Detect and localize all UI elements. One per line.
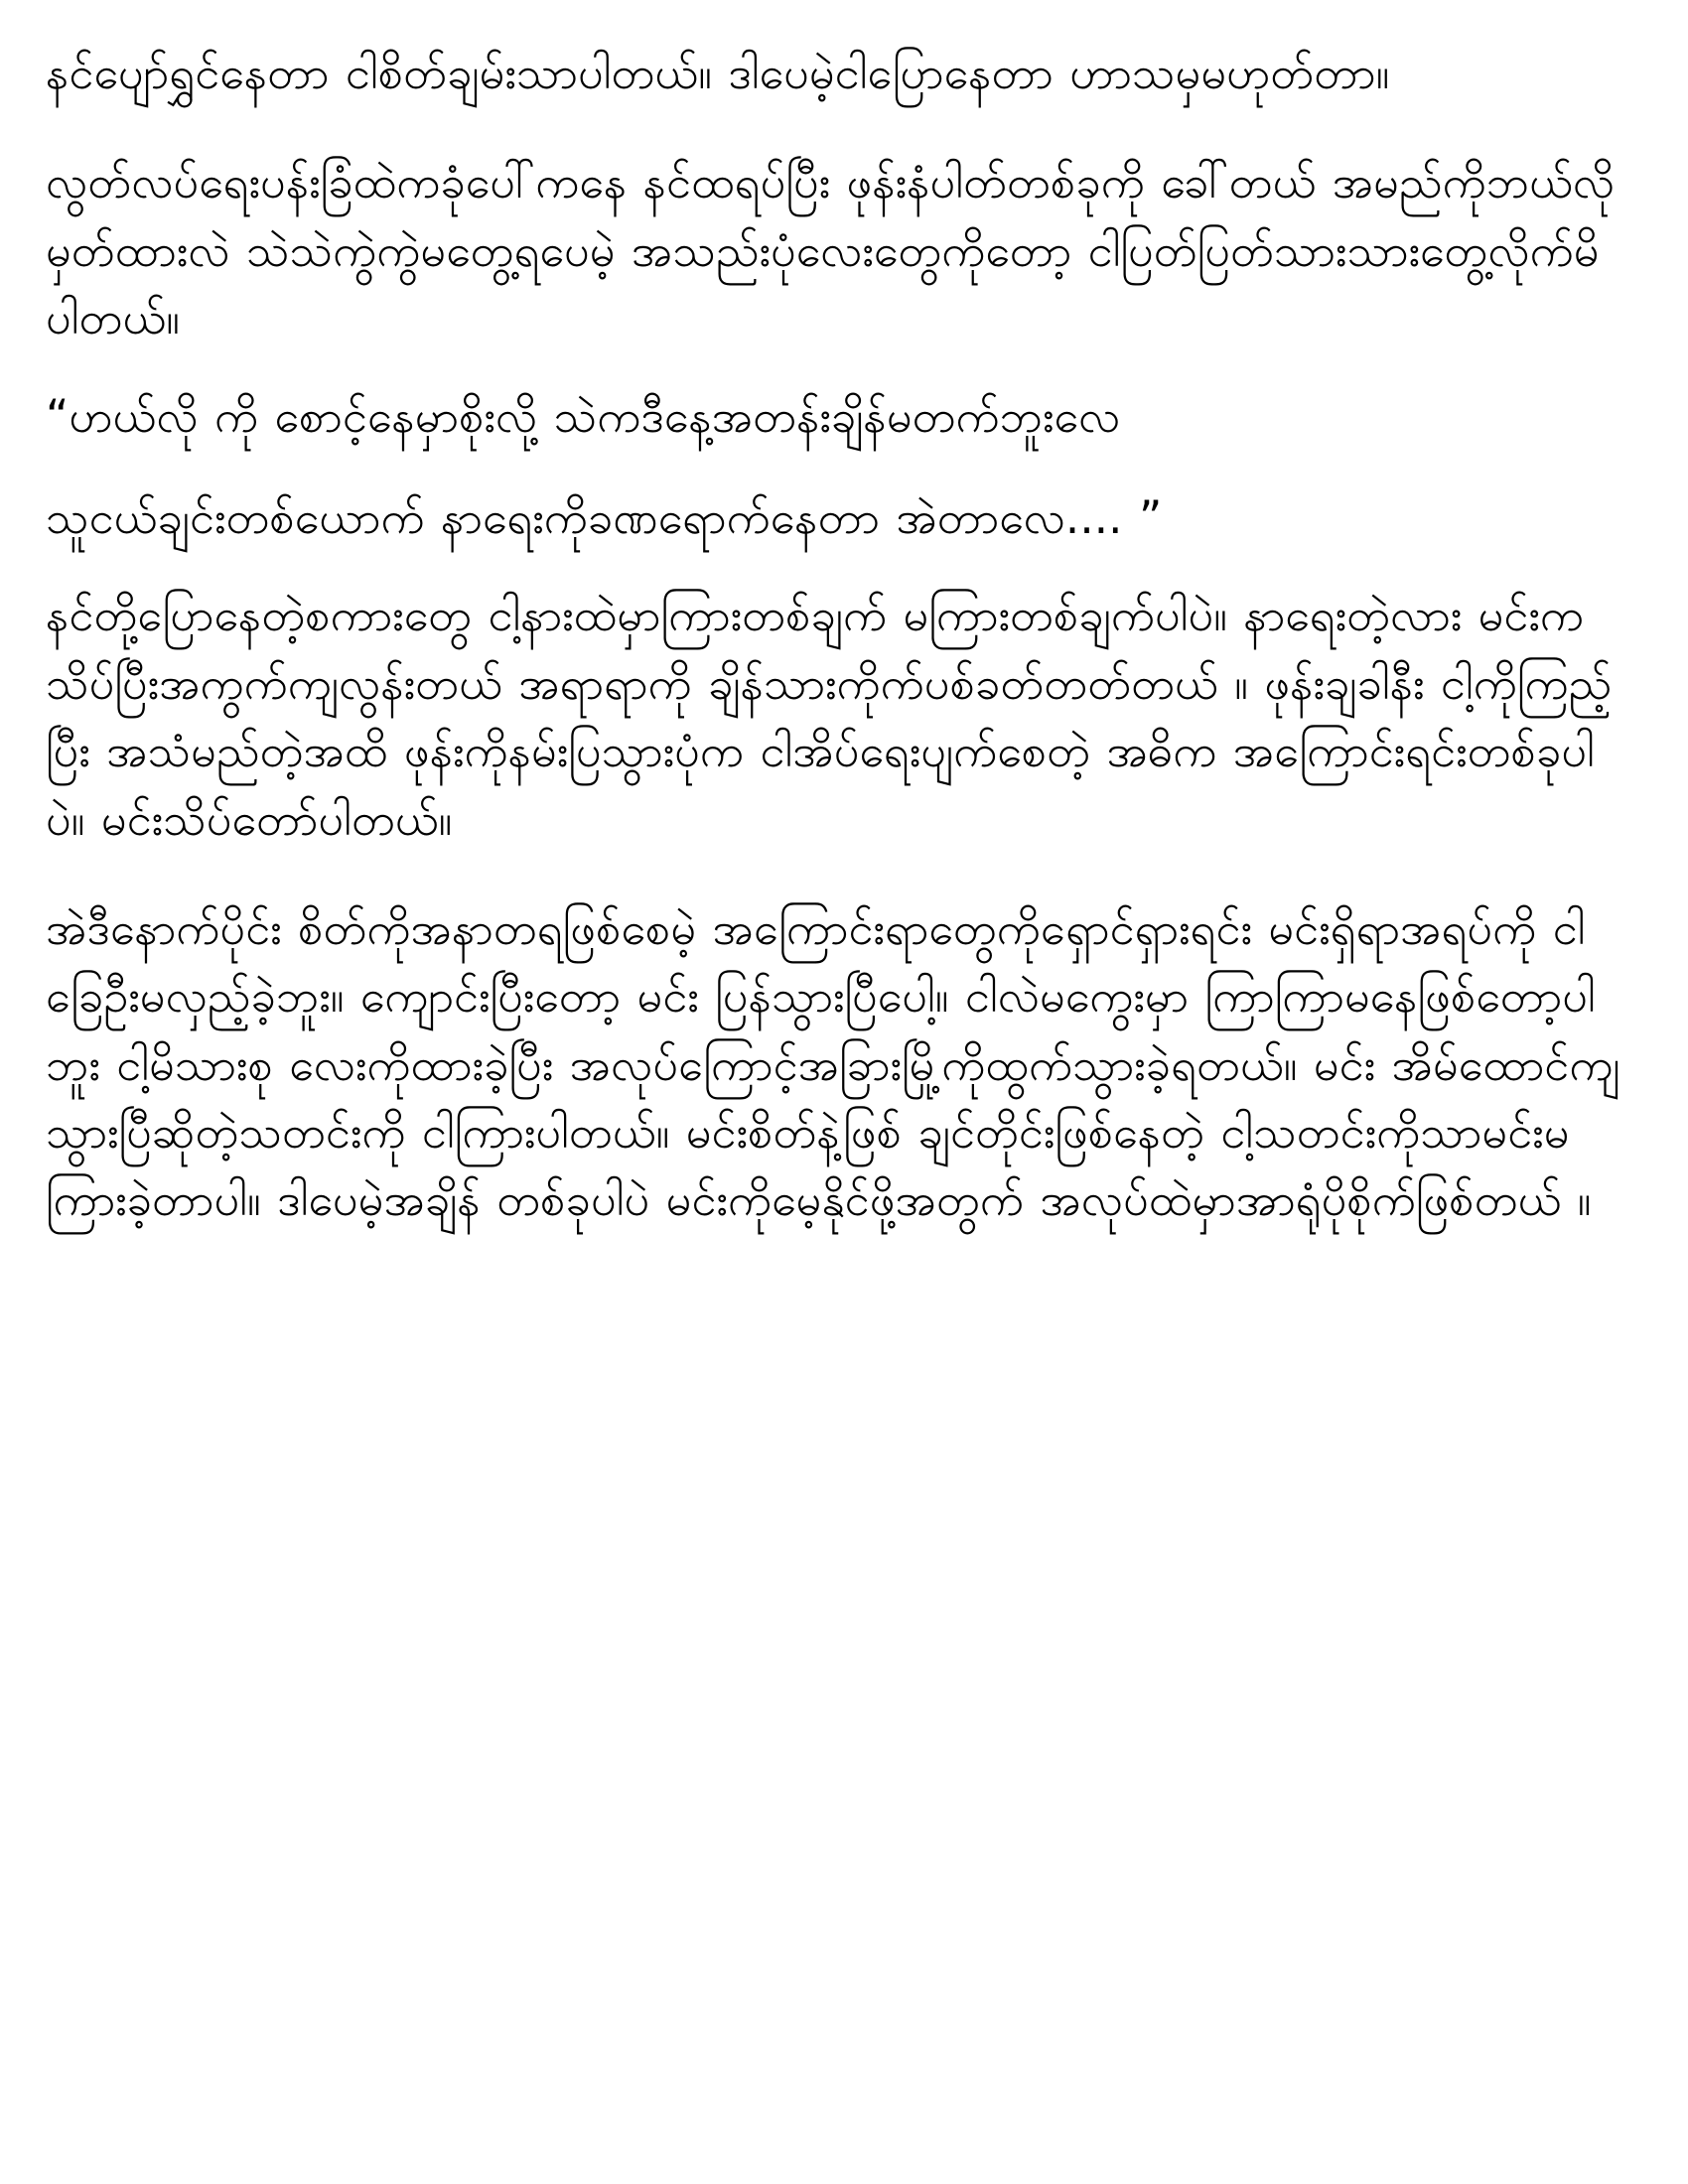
paragraph-3: နင်တို့ပြောနေတဲ့စကားတွေ ငါ့နားထဲမှာကြားတစ်ချက် မကြားတစ်ချက်ပါပဲ။ နာရေးတဲ့လား မင်းကသိပ်ပြီးအကွက်ကျလွန်းတယ် အရာရာကို ချိန်သားကိုက်ပစ်ခတ်တတ်တယ် ။ ဖုန်းချခါနီး ငါ့ကိုကြည့်ပြီး အသံမည်တဲ့အထိ ဖုန်းကိုနမ်းပြသွားပုံက ငါအိပ်ရေးပျက်စေတဲ့ အဓိက အကြောင်းရင်းတစ်ခုပါပဲ။ မင်းသိပ်တော်ပါတယ်။ bbox=[46, 589, 1613, 846]
paragraph-2: လွတ်လပ်ရေးပန်းခြံထဲကခုံပေါ်ကနေ နင်ထရပ်ပြီး ဖုန်းနံပါတ်တစ်ခုကို ခေါ်တယ် အမည်ကိုဘယ်လိုမှတ်ထားလဲ သဲသဲကွဲကွဲမတွေ့ရပေမဲ့ အသည်းပုံလေးတွေကိုတော့ ငါပြတ်ပြတ်သားသားတွေ့လိုက်မိပါတယ်။ bbox=[46, 156, 1616, 345]
paragraph-1: နင်ပျော်ရွှင်နေတာ ငါစိတ်ချမ်းသာပါတယ်။ ဒါပေမဲ့ငါပြောနေတာ ဟာသမှမဟုတ်တာ။ bbox=[46, 47, 1390, 99]
paragraph-quote-closing: သူငယ်ချင်းတစ်ယောက် နာရေးကိုခဏရောက်နေတာ အဲတာလေ.... ” bbox=[46, 490, 1163, 544]
document-body bbox=[46, 40, 1620, 1235]
paragraph-4: အဲဒီနောက်ပိုင်း စိတ်ကိုအနာတရဖြစ်စေမဲ့ အကြောင်းရာတွေကိုရှောင်ရှားရင်း မင်းရှိရာအရပ်ကို ငါခြေဦးမလှည့်ခဲ့ဘူး။ ကျောင်းပြီးတော့ မင်း ပြန်သွားပြီပေါ့။ ငါလဲမကွေးမှာ ကြာကြာမနေဖြစ်တော့ပါဘူး ငါ့မိသားစု လေးကိုထားခဲ့ပြီး အလုပ်ကြောင့်အခြားမြို့ကိုထွက်သွားခဲ့ရတယ်။ မင်း အိမ်ထောင်ကျသွားပြီဆိုတဲ့သတင်းကို ငါကြားပါတယ်။ မင်းစိတ်နဲ့ဖြစ် ချင်တိုင်းဖြစ်နေတဲ့ ငါ့သတင်းကိုသာမင်းမကြားခဲ့တာပါ။ ဒါပေမဲ့အချိန် တစ်ခုပါပဲ မင်းကိုမေ့နိုင်ဖို့အတွက် အလုပ်ထဲမှာအာရုံပိုစိုက်ဖြစ်တယ် ။ bbox=[46, 901, 1620, 1227]
paragraph-quote-opening: “ဟယ်လို ကို စောင့်နေမှာစိုးလို့ သဲကဒီနေ့အတန်းချိန်မတက်ဘူးလေ bbox=[46, 389, 1121, 443]
